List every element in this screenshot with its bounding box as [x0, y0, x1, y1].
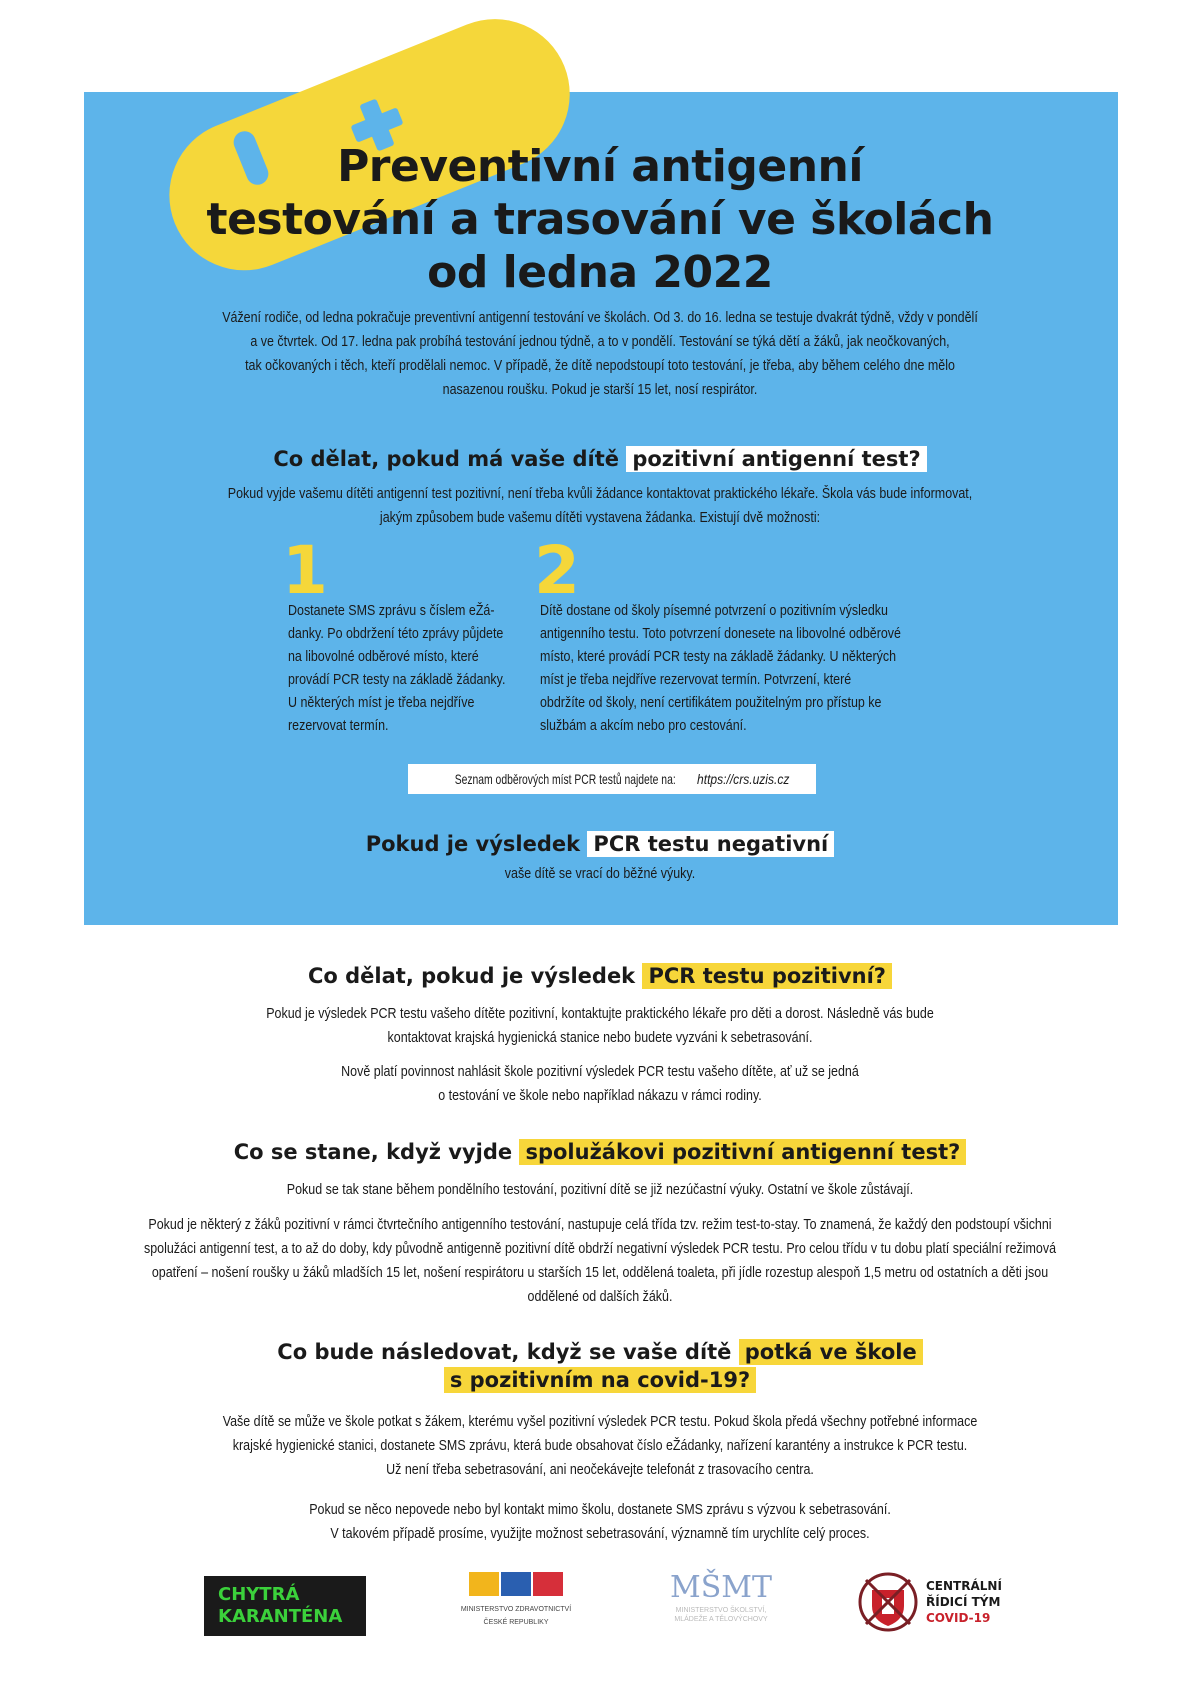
pcr-positive-para2	[0, 1060, 1200, 1108]
paragraph-line: Už není třeba sebetrasování, ani neočekávejte telefonát z trasovacího centra.	[386, 1462, 814, 1478]
pcr-positive-para1	[0, 1002, 1200, 1050]
contact-para1	[0, 1410, 1200, 1482]
logo-text: KARANTÉNA	[218, 1606, 343, 1627]
positive-antigen-paragraph	[204, 482, 995, 530]
intro-line: a ve čtvrtek. Od 17. ledna pak probíhá testování jednou týdně, a to v pondělí. Testování se týká dětí a žáků, jak neočkovaných,	[250, 334, 950, 350]
title-line-3: od ledna 2022	[427, 247, 773, 298]
paragraph-line: spolužáci antigenní test, a to až do doby, kdy původně antigenně pozitivní dítě obdrží negativní výsledek PCR testu. Pro celou třídu v tu dobu platí speciální režimová	[143, 1241, 1057, 1257]
option-line: U některých míst je třeba nejdříve	[288, 695, 475, 711]
option-2-text	[540, 600, 944, 738]
option-number-1: 1	[282, 532, 328, 609]
central-team-logo	[858, 1570, 1058, 1644]
option-1-text	[288, 600, 520, 738]
paragraph-line: o testování ve škole nebo například nákazu v rámci rodiny.	[438, 1088, 762, 1104]
pcr-negative-text-wrap	[0, 862, 1200, 886]
heading-highlight: potká ve škole	[739, 1339, 923, 1365]
contact-heading	[0, 1338, 1200, 1394]
heading-text: Co dělat, pokud má vaše dítě	[273, 447, 619, 471]
paragraph-line: Pokud je některý z žáků pozitivní v rámci čtvrtečního antigenního testování, nastupuje celá třída tzv. režim test-to-stay. To znamená, že každý den podstoupí všichni	[148, 1217, 1052, 1233]
heading-highlight: PCR testu negativní	[587, 831, 834, 857]
intro-line: tak očkovaných i těch, kteří prodělali nemoc. V případě, že dítě nepodstoupí toto testování, je třeba, aby během celého dne mělo	[245, 358, 955, 374]
pcr-negative-heading	[0, 830, 1200, 858]
paragraph-line: jakým způsobem bude vašemu dítěti vystavena žádanka. Existují dvě možnosti:	[379, 510, 821, 526]
logo-text: COVID-19	[926, 1611, 991, 1625]
option-line: rezervovat termín.	[288, 718, 389, 734]
paragraph-line: Vaše dítě se může ve škole potkat s žákem, kterému vyšel pozitivní výsledek PCR testu. Pokud škola předá všechny potřebné informace	[222, 1414, 978, 1430]
heading-highlight: pozitivní antigenní test?	[626, 446, 926, 472]
logo-text: ŘÍDICÍ TÝM	[926, 1595, 1001, 1609]
paragraph-line: kontaktovat krajská hygienická stanice nebo budete vyzváni k sebetrasování.	[387, 1030, 813, 1046]
heading-text: Pokud je výsledek	[365, 832, 581, 856]
mz-logo-mark	[469, 1572, 499, 1596]
logo-text: CHYTRÁ	[218, 1584, 300, 1605]
contact-para2	[0, 1498, 1200, 1546]
classmate-heading	[0, 1138, 1200, 1166]
heading-text: Co bude následovat, když se vaše dítě	[277, 1340, 732, 1364]
paragraph-line: V takovém případě prosíme, využijte možnost sebetrasování, významně tím urychlíte celý proces.	[330, 1526, 870, 1542]
option-line: danky. Po obdržení této zprávy půjdete	[288, 626, 504, 642]
classmate-para2	[0, 1213, 1200, 1309]
testing-sites-box	[408, 764, 816, 794]
option-line: službám a akcím nebo pro cestování.	[540, 718, 747, 734]
heading-highlight: s pozitivním na covid-19?	[444, 1367, 756, 1393]
heading-highlight: spolužákovi pozitivní antigenní test?	[519, 1139, 966, 1165]
mz-logo-mark	[533, 1572, 563, 1596]
intro-line: Vážení rodiče, od ledna pokračuje preventivní antigenní testování ve školách. Od 3. do 16. ledna se testuje dvakrát týdně, vždy v pondělí	[222, 310, 978, 326]
option-line: míst je třeba nejdříve rezervovat termín. Potvrzení, které	[540, 672, 852, 688]
testing-sites-link[interactable]: https://crs.uzis.cz	[697, 771, 790, 787]
emblem-icon	[858, 1570, 918, 1634]
option-line: Dítě dostane od školy písemné potvrzení o pozitivním výsledku	[540, 603, 888, 619]
paragraph-line: Pokud vyjde vašemu dítěti antigenní test pozitivní, není třeba kvůli žádance kontaktovat praktického lékaře. Škola vás bude informovat,	[227, 486, 973, 502]
heading-text: Co dělat, pokud je výsledek	[308, 964, 636, 988]
page-title	[0, 140, 1200, 299]
logo-caption: MINISTERSTVO ZDRAVOTNICTVÍ	[460, 1606, 572, 1613]
testing-sites-text: Seznam odběrových míst PCR testů najdete na:	[454, 771, 676, 787]
central-team-text	[926, 1578, 1002, 1626]
footer-logos	[0, 1570, 1200, 1650]
option-number-2: 2	[534, 532, 580, 609]
msmt-mark: MŠMT	[670, 1570, 772, 1605]
pcr-positive-heading	[0, 962, 1200, 990]
paragraph-line: opatření – nošení roušky u žáků mladších 15 let, nošení respirátoru u starších 15 let, oddělená toaleta, při jídle rozestup alespoň 1,5 metru od ostatních a děti jsou	[151, 1265, 1049, 1281]
ministry-of-health-logo	[452, 1572, 580, 1642]
intro-line: nasazenou roušku. Pokud je starší 15 let, nosí respirátor.	[442, 382, 758, 398]
title-line-1: Preventivní antigenní	[337, 141, 863, 192]
option-line: místo, které provádí PCR testy na základě žádanky. U některých	[540, 649, 897, 665]
positive-antigen-heading	[0, 445, 1200, 473]
paragraph-line: oddělené od dalších žáků.	[527, 1289, 673, 1305]
option-line: obdržíte od školy, není certifikátem použitelným pro přístup ke	[540, 695, 882, 711]
paragraph-line: Nově platí povinnost nahlásit škole pozitivní výsledek PCR testu vašeho dítěte, ať už se jedná	[341, 1064, 859, 1080]
logo-caption: MINISTERSTVO ŠKOLSTVÍ, MLÁDEŽE A TĚLOVÝCHOVY	[674, 1607, 768, 1623]
mz-logo-mark	[501, 1572, 531, 1596]
heading-highlight: PCR testu pozitivní?	[642, 963, 892, 989]
intro-paragraph	[222, 306, 979, 402]
title-line-2: testování a trasování ve školách	[206, 194, 994, 245]
classmate-para1	[0, 1178, 1200, 1202]
logo-caption: ČESKÉ REPUBLIKY	[483, 1619, 549, 1626]
paragraph-line: krajské hygienické stanici, dostanete SMS zprávu, která bude obsahovat číslo eŽádanky, nařízení karantény a instrukce k PCR testu.	[232, 1438, 968, 1454]
msmt-logo	[662, 1570, 780, 1644]
pcr-negative-text: vaše dítě se vrací do běžné výuky.	[504, 866, 696, 882]
paragraph-line: Pokud se tak stane během pondělního testování, pozitivní dítě se již nezúčastní výuky. Ostatní ve škole zůstávají.	[286, 1182, 914, 1198]
paragraph-line: Pokud se něco nepovede nebo byl kontakt mimo školu, dostanete SMS zprávu s výzvou k sebetrasování.	[309, 1502, 891, 1518]
heading-text: Co se stane, když vyjde	[233, 1140, 513, 1164]
chytra-karantena-logo	[204, 1576, 366, 1636]
option-line: Dostanete SMS zprávu s číslem eŽá-	[288, 603, 495, 619]
option-line: provádí PCR testy na základě žádanky.	[288, 672, 506, 688]
paragraph-line: Pokud je výsledek PCR testu vašeho dítěte pozitivní, kontaktujte praktického lékaře pro děti a dorost. Následně vás bude	[266, 1006, 934, 1022]
option-line: na libovolné odběrové místo, které	[288, 649, 479, 665]
logo-text: CENTRÁLNÍ	[926, 1579, 1002, 1593]
option-line: antigenního testu. Toto potvrzení donesete na libovolné odběrové	[540, 626, 901, 642]
